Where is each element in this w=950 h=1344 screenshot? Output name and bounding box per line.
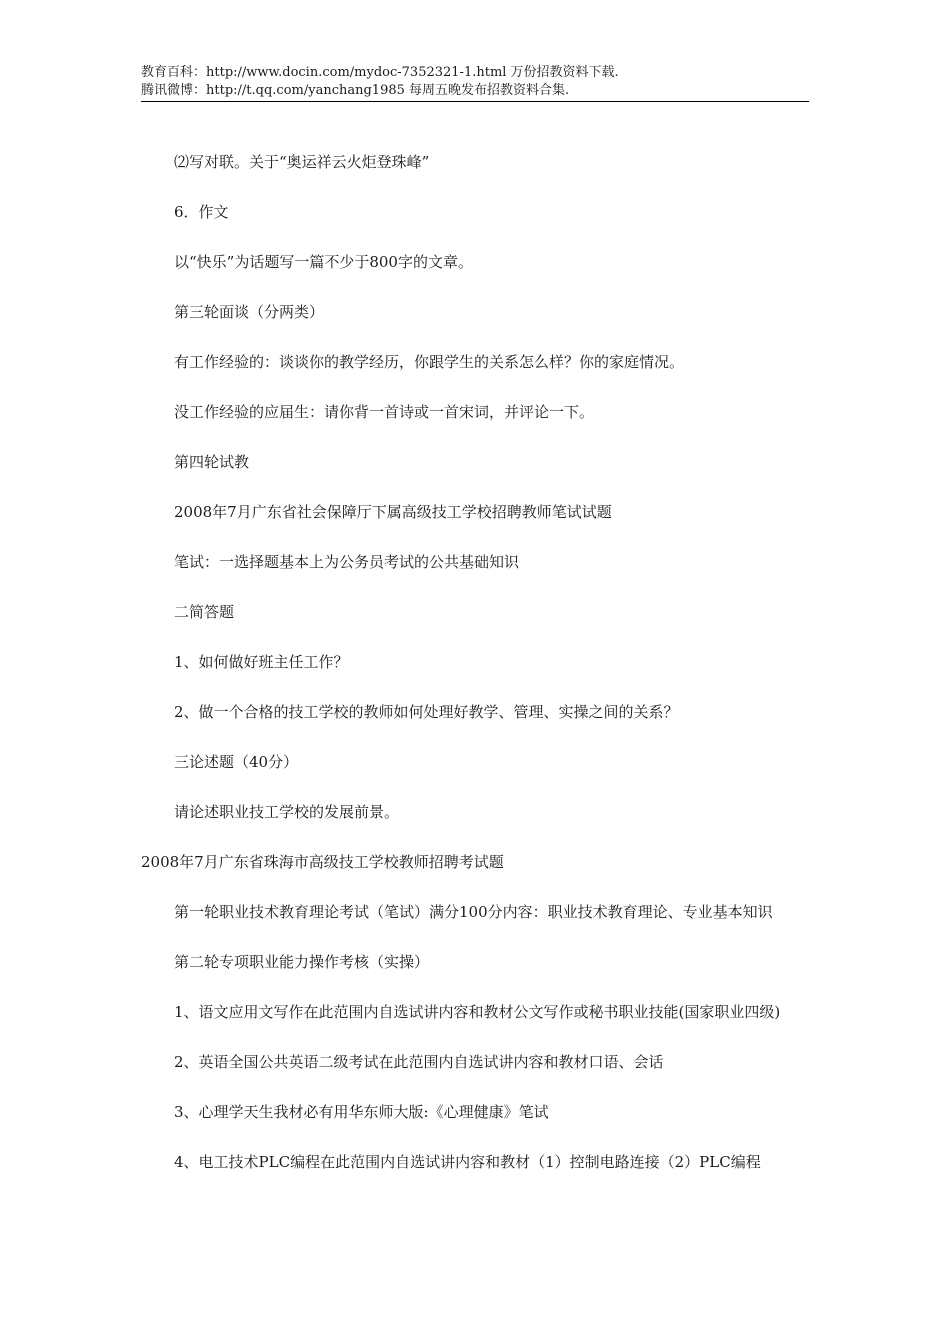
paragraph-question-2: 2、做一个合格的技工学校的教师如何处理好教学、管理、实操之间的关系？ — [174, 703, 679, 721]
document-header — [141, 64, 809, 102]
paragraph-essay-prompt: 请论述职业技工学校的发展前景。 — [174, 803, 400, 821]
paragraph-round-three: 第三轮面谈（分两类） — [174, 303, 325, 321]
document-body — [141, 150, 809, 1200]
paragraph-short-answer: 二简答题 — [174, 603, 235, 621]
paragraph-written-test: 笔试：一选择题基本上为公务员考试的公共基础知识 — [174, 553, 520, 571]
header-line-weibo: 腾讯微博：http://t.qq.com/yanchang1985 每周五晚发布招教资料合集. — [141, 83, 570, 98]
paragraph-essay-heading: 6．作文 — [174, 203, 229, 221]
paragraph-item-english: 2、英语全国公共英语二级考试在此范围内自选试讲内容和教材口语、会话 — [174, 1053, 664, 1071]
paragraph-essay-topic: 以“快乐”为话题写一篇不少于800字的文章。 — [174, 253, 473, 271]
paragraph-question-1: 1、如何做好班主任工作？ — [174, 653, 349, 671]
paragraph-essay-question: 三论述题（40分） — [174, 753, 299, 771]
paragraph-round-four: 第四轮试教 — [174, 453, 250, 471]
paragraph-experienced: 有工作经验的：谈谈你的教学经历，你跟学生的关系怎么样？你的家庭情况。 — [174, 353, 685, 371]
header-line-encyclopedia: 教育百科：http://www.docin.com/mydoc-7352321-1.html 万份招教资料下载. — [141, 65, 619, 80]
paragraph-round-two: 第二轮专项职业能力操作考核（实操） — [174, 953, 430, 971]
paragraph-graduates: 没工作经验的应届生：请你背一首诗或一首宋词，并评论一下。 — [174, 403, 595, 421]
paragraph-item-psychology: 3、心理学天生我材必有用华东师大版:《心理健康》笔试 — [174, 1103, 549, 1121]
paragraph-exam-title-2: 2008年7月广东省珠海市高级技工学校教师招聘考试题 — [141, 853, 504, 871]
paragraph-item-electrical: 4、电工技术PLC编程在此范围内自选试讲内容和教材（1）控制电路连接（2）PLC编程 — [174, 1153, 761, 1171]
paragraph-round-one: 第一轮职业技术教育理论考试（笔试）满分100分内容：职业技术教育理论、专业基本知识 — [174, 903, 773, 921]
paragraph-item-chinese: 1、语文应用文写作在此范围内自选试讲内容和教材公文写作或秘书职业技能(国家职业四级) — [174, 1003, 781, 1021]
paragraph-couplet: ⑵写对联。关于“奥运祥云火炬登珠峰” — [174, 153, 430, 171]
paragraph-exam-title-1: 2008年7月广东省社会保障厅下属高级技工学校招聘教师笔试试题 — [174, 503, 612, 521]
